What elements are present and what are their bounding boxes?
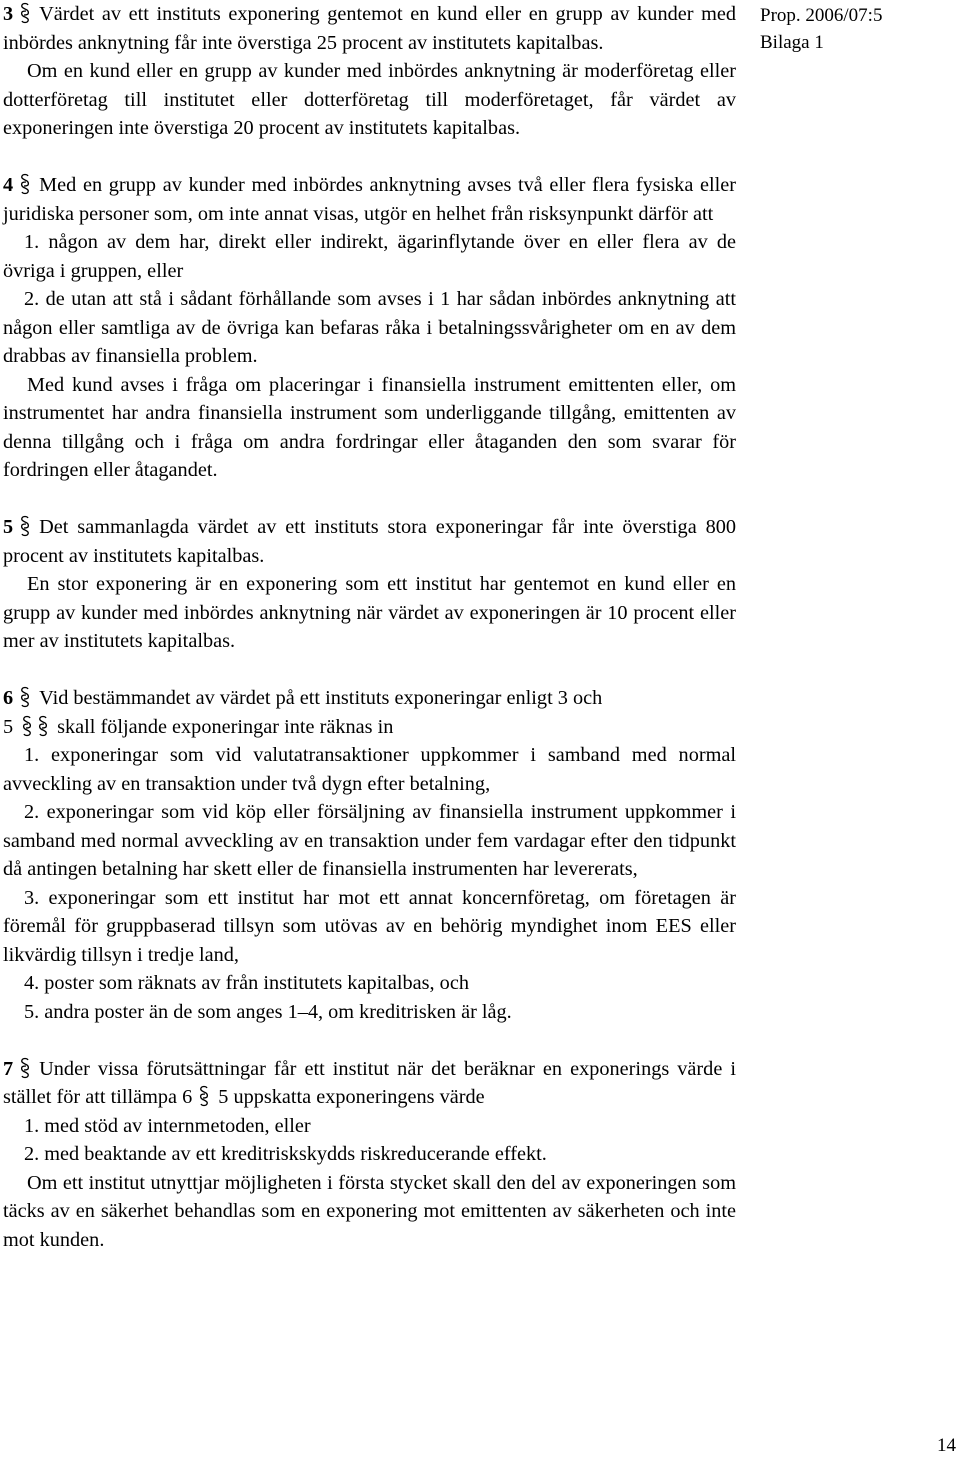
section-6-item-5: 5. andra poster än de som anges 1–4, om kreditrisken är låg.: [24, 1000, 512, 1023]
section-sign-icon: [35, 715, 51, 737]
paragraph-text: 5 uppskatta exponeringens värde: [218, 1086, 485, 1108]
section-6-item-4: 4. poster som räknats av från institutets kapitalbas, och: [24, 972, 469, 994]
section-4: [3, 171, 736, 485]
section-4-item-2: 2. de utan att stå i sådant förhållande som avses i 1 har sådan inbördes anknytning att någon eller samtliga av de övriga kan befaras råka i betalningssvårigheter om en av dem drabbas av finansiella problem.: [3, 288, 736, 367]
appendix-label: Bilaga 1: [760, 32, 824, 53]
paragraph-text: skall följande exponeringar inte räknas in: [57, 715, 394, 738]
margin-note: [760, 2, 956, 56]
section-number: 7: [3, 1057, 14, 1080]
section-7-item-1: 1. med stöd av internmetoden, eller: [24, 1114, 311, 1137]
page-number: 14: [937, 1435, 956, 1456]
section-7-paragraph-1: [3, 1055, 736, 1112]
section-5-paragraph-1: [3, 513, 736, 570]
section-number: 6: [3, 687, 14, 709]
section-6-item-3: 3. exponeringar som ett institut har mot ett annat koncernföretag, om företagen är föremål för gruppbaserad tillsyn som utövas av en behörig myndighet inom EES eller likvärdig tillsyn i tredje land,: [3, 886, 736, 966]
section-number: 3: [3, 3, 14, 25]
section-3-paragraph-2: Om en kund eller en grupp av kunder med inbördes anknytning är moderföretag eller dotterföretag till institutet eller dotterföretag till moderföretaget, får värdet av exponeringen inte överstiga 20 procent av institutets kapitalbas.: [3, 60, 736, 139]
section-sign-icon: [196, 1085, 212, 1107]
section-4-item-1: 1. någon av dem har, direkt eller indirekt, ägarinflytande över en eller flera av de övriga i gruppen, eller: [3, 231, 736, 282]
section-5: [3, 513, 736, 656]
paragraph-text: Vid bestämmandet av värdet på ett instituts exponeringar enligt 3 och: [39, 687, 603, 709]
section-5-paragraph-2: En stor exponering är en exponering som ett institut har gentemot en kund eller en grupp av kunder med inbördes anknytning när värdet av exponeringen är 10 procent eller mer av institutets kapitalbas.: [3, 573, 736, 652]
section-3-paragraph-1: [3, 0, 736, 57]
section-number: 4: [3, 174, 14, 196]
section-7: [3, 1055, 736, 1255]
section-sign-icon: [17, 1057, 33, 1079]
section-sign-icon: [17, 173, 33, 195]
section-6-item-2: 2. exponeringar som vid köp eller försäljning av finansiella instrument uppkommer i samband med normal avveckling av en transaktion under fem vardagar efter den tidpunkt då antingen betalning har skett eller de finansiella instrumenten har levererats,: [3, 801, 736, 880]
section-7-item-2: 2. med beaktande av ett kreditriskskydds riskreducerande effekt.: [24, 1143, 547, 1165]
section-number: 5: [3, 516, 14, 538]
section-3: [3, 0, 736, 143]
section-6-item-1: 1. exponeringar som vid valutatransaktioner uppkommer i samband med normal avveckling av en transaktion under två dygn efter betalning,: [3, 744, 736, 795]
section-reference-number: 5: [3, 715, 14, 738]
paragraph-text: Värdet av ett instituts exponering gentemot en kund eller en grupp av kunder med inbördes anknytning får inte överstiga 25 procent av institutets kapitalbas.: [3, 3, 736, 54]
section-6: [3, 684, 736, 1026]
paragraph-text: Det sammanlagda värdet av ett instituts stora exponeringar får inte överstiga 800 procent av institutets kapitalbas.: [3, 516, 736, 567]
section-4-paragraph-2: Med kund avses i fråga om placeringar i finansiella instrument emittenten eller, om instrumentet har andra finansiella instrument som underliggande tillgång, emittenten av denna tillgång och i fråga om andra fordringar eller åtaganden den som svarar för fordringen eller åtagandet.: [3, 373, 736, 481]
proposition-reference: Prop. 2006/07:5: [760, 5, 883, 26]
section-sign-icon: [17, 2, 33, 24]
section-sign-icon: [17, 686, 33, 708]
paragraph-text: Med en grupp av kunder med inbördes anknytning avses två eller flera fysiska eller juridiska personer som, om inte annat visas, utgör en helhet från risksynpunkt därför att: [3, 174, 736, 225]
paragraph-text: Under vissa förutsättningar får ett institut när det beräknar en exponerings värde i stället för att tillämpa 6: [3, 1057, 736, 1108]
section-4-paragraph-1: [3, 171, 736, 228]
document-body: [3, 0, 736, 1254]
section-sign-icon: [17, 515, 33, 537]
section-6-paragraph-1: [3, 684, 736, 741]
section-sign-icon: [19, 715, 35, 737]
section-7-paragraph-2: Om ett institut utnyttjar möjligheten i första stycket skall den del av exponeringen som täcks av en säkerhet behandlas som en exponering mot emittenten av säkerheten och inte mot kunden.: [3, 1171, 736, 1251]
